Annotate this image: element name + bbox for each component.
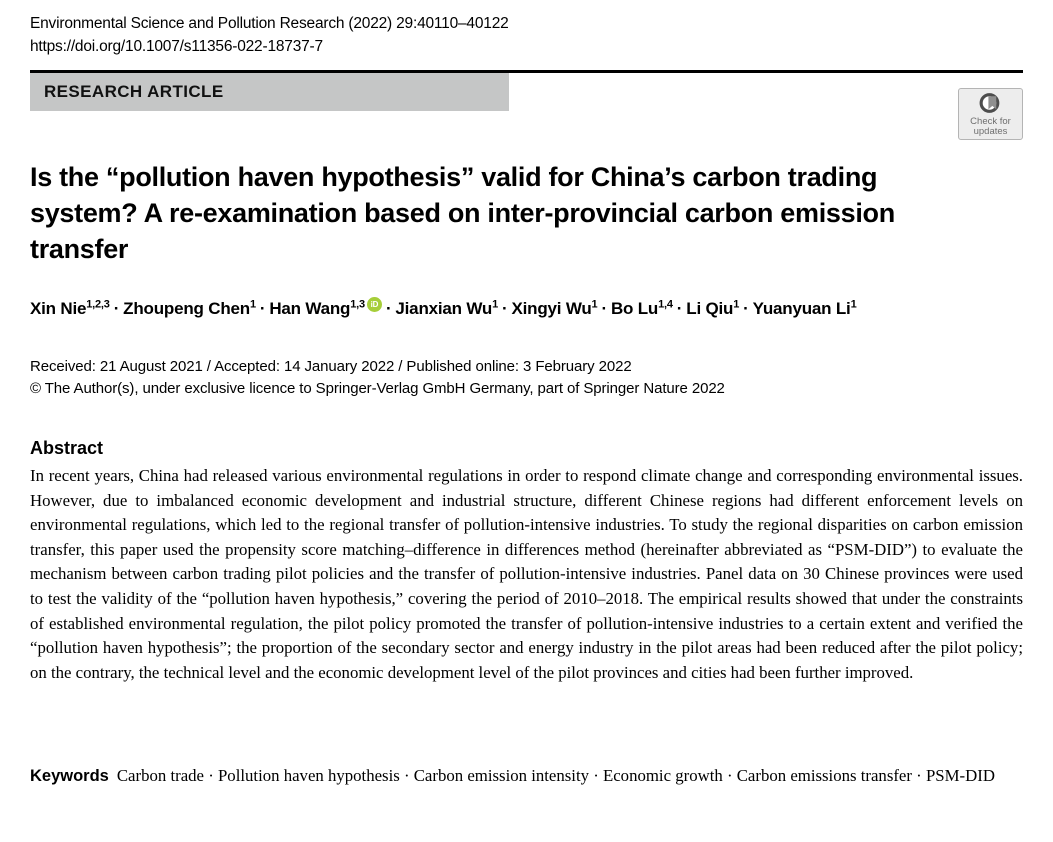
keywords-text: Carbon trade · Pollution haven hypothesis · Carbon emission intensity · Economic growth · Carbon emissions transfer · PSM-DID [116,766,995,785]
author: Bo Lu$^{1,4}$ [610,298,673,318]
keywords-label: Keywords [30,767,109,785]
author: Xingyi Wu$^1$ [511,298,598,318]
author-separator: · [676,298,683,318]
author: Zhoupeng Chen$^1$ [123,298,256,318]
author-separator: · [385,298,392,318]
author: Yuanyuan Li$^1$ [752,298,857,318]
dates-block [30,356,1023,400]
keywords-block [30,763,1023,789]
author-separator: · [601,298,607,318]
author-separator: · [743,298,749,318]
author-separator: · [259,298,266,318]
journal-citation: Environmental Science and Pollution Research (2022) 29:40110–40122 [30,15,509,32]
authors-line [30,297,1023,319]
doi-link[interactable]: https://doi.org/10.1007/s11356-022-18737-7 [30,37,323,55]
author-separator: · [113,298,120,318]
journal-header [30,13,509,58]
check-for-updates-text: Check for updates [970,115,1011,137]
received-accepted-line: Received: 21 August 2021 / Accepted: 14 January 2022 / Published online: 3 February 2022 [30,358,632,375]
author: Jianxian Wu$^1$ [395,298,499,318]
paper-title: Is the “pollution haven hypothesis” valid for China’s carbon trading system? A re-examination based on inter-provincial carbon emission transfer [30,162,895,264]
orcid-icon[interactable]: iD [367,297,382,312]
author: Han Wang$^{1,3}$ iD [269,299,382,318]
abstract-heading: Abstract [30,438,104,458]
abstract-body: In recent years, China had released various environmental regulations in order to respond climate change and corresponding environmental issues. However, due to imbalanced economic development and industrial structure, different Chinese regions had different enforcement levels on environmental regulations, which led to the regional transfer of pollution-intensive industries. To study the regional disparities on carbon emission transfer, this paper used the propensity score matching–difference in differences method (hereinafter abbreviated as “PSM-DID”) to evaluate the mechanism between carbon trading pilot policies and the transfer of pollution-intensive industries. Panel data on 30 Chinese provinces were used to test the validity of the “pollution haven hypothesis,” covering the period of 2010–2018. The empirical results showed that under the constraints of established environmental regulation, the pilot policy promoted the transfer of pollution-intensive industries to a certain extent and verified the “pollution haven hypothesis”; the proportion of the secondary sector and energy industry in the pilot areas had been reduced after the pilot policy; on the contrary, the technical level and the economic development level of the pilot provinces and cities had been further improved. [30,466,1023,682]
author: Xin Nie$^{1,2,3}$ [30,298,110,318]
author: Li Qiu$^1$ [686,298,740,318]
article-type-label: RESEARCH ARTICLE [44,82,224,101]
author-separator: · [502,298,508,318]
copyright-line: © The Author(s), under exclusive licence to Springer-Verlag GmbH Germany, part of Springer Nature 2022 [30,380,725,397]
article-type-banner [30,73,509,111]
check-for-updates-button[interactable] [958,88,1023,140]
crossmark-icon [978,91,1003,116]
